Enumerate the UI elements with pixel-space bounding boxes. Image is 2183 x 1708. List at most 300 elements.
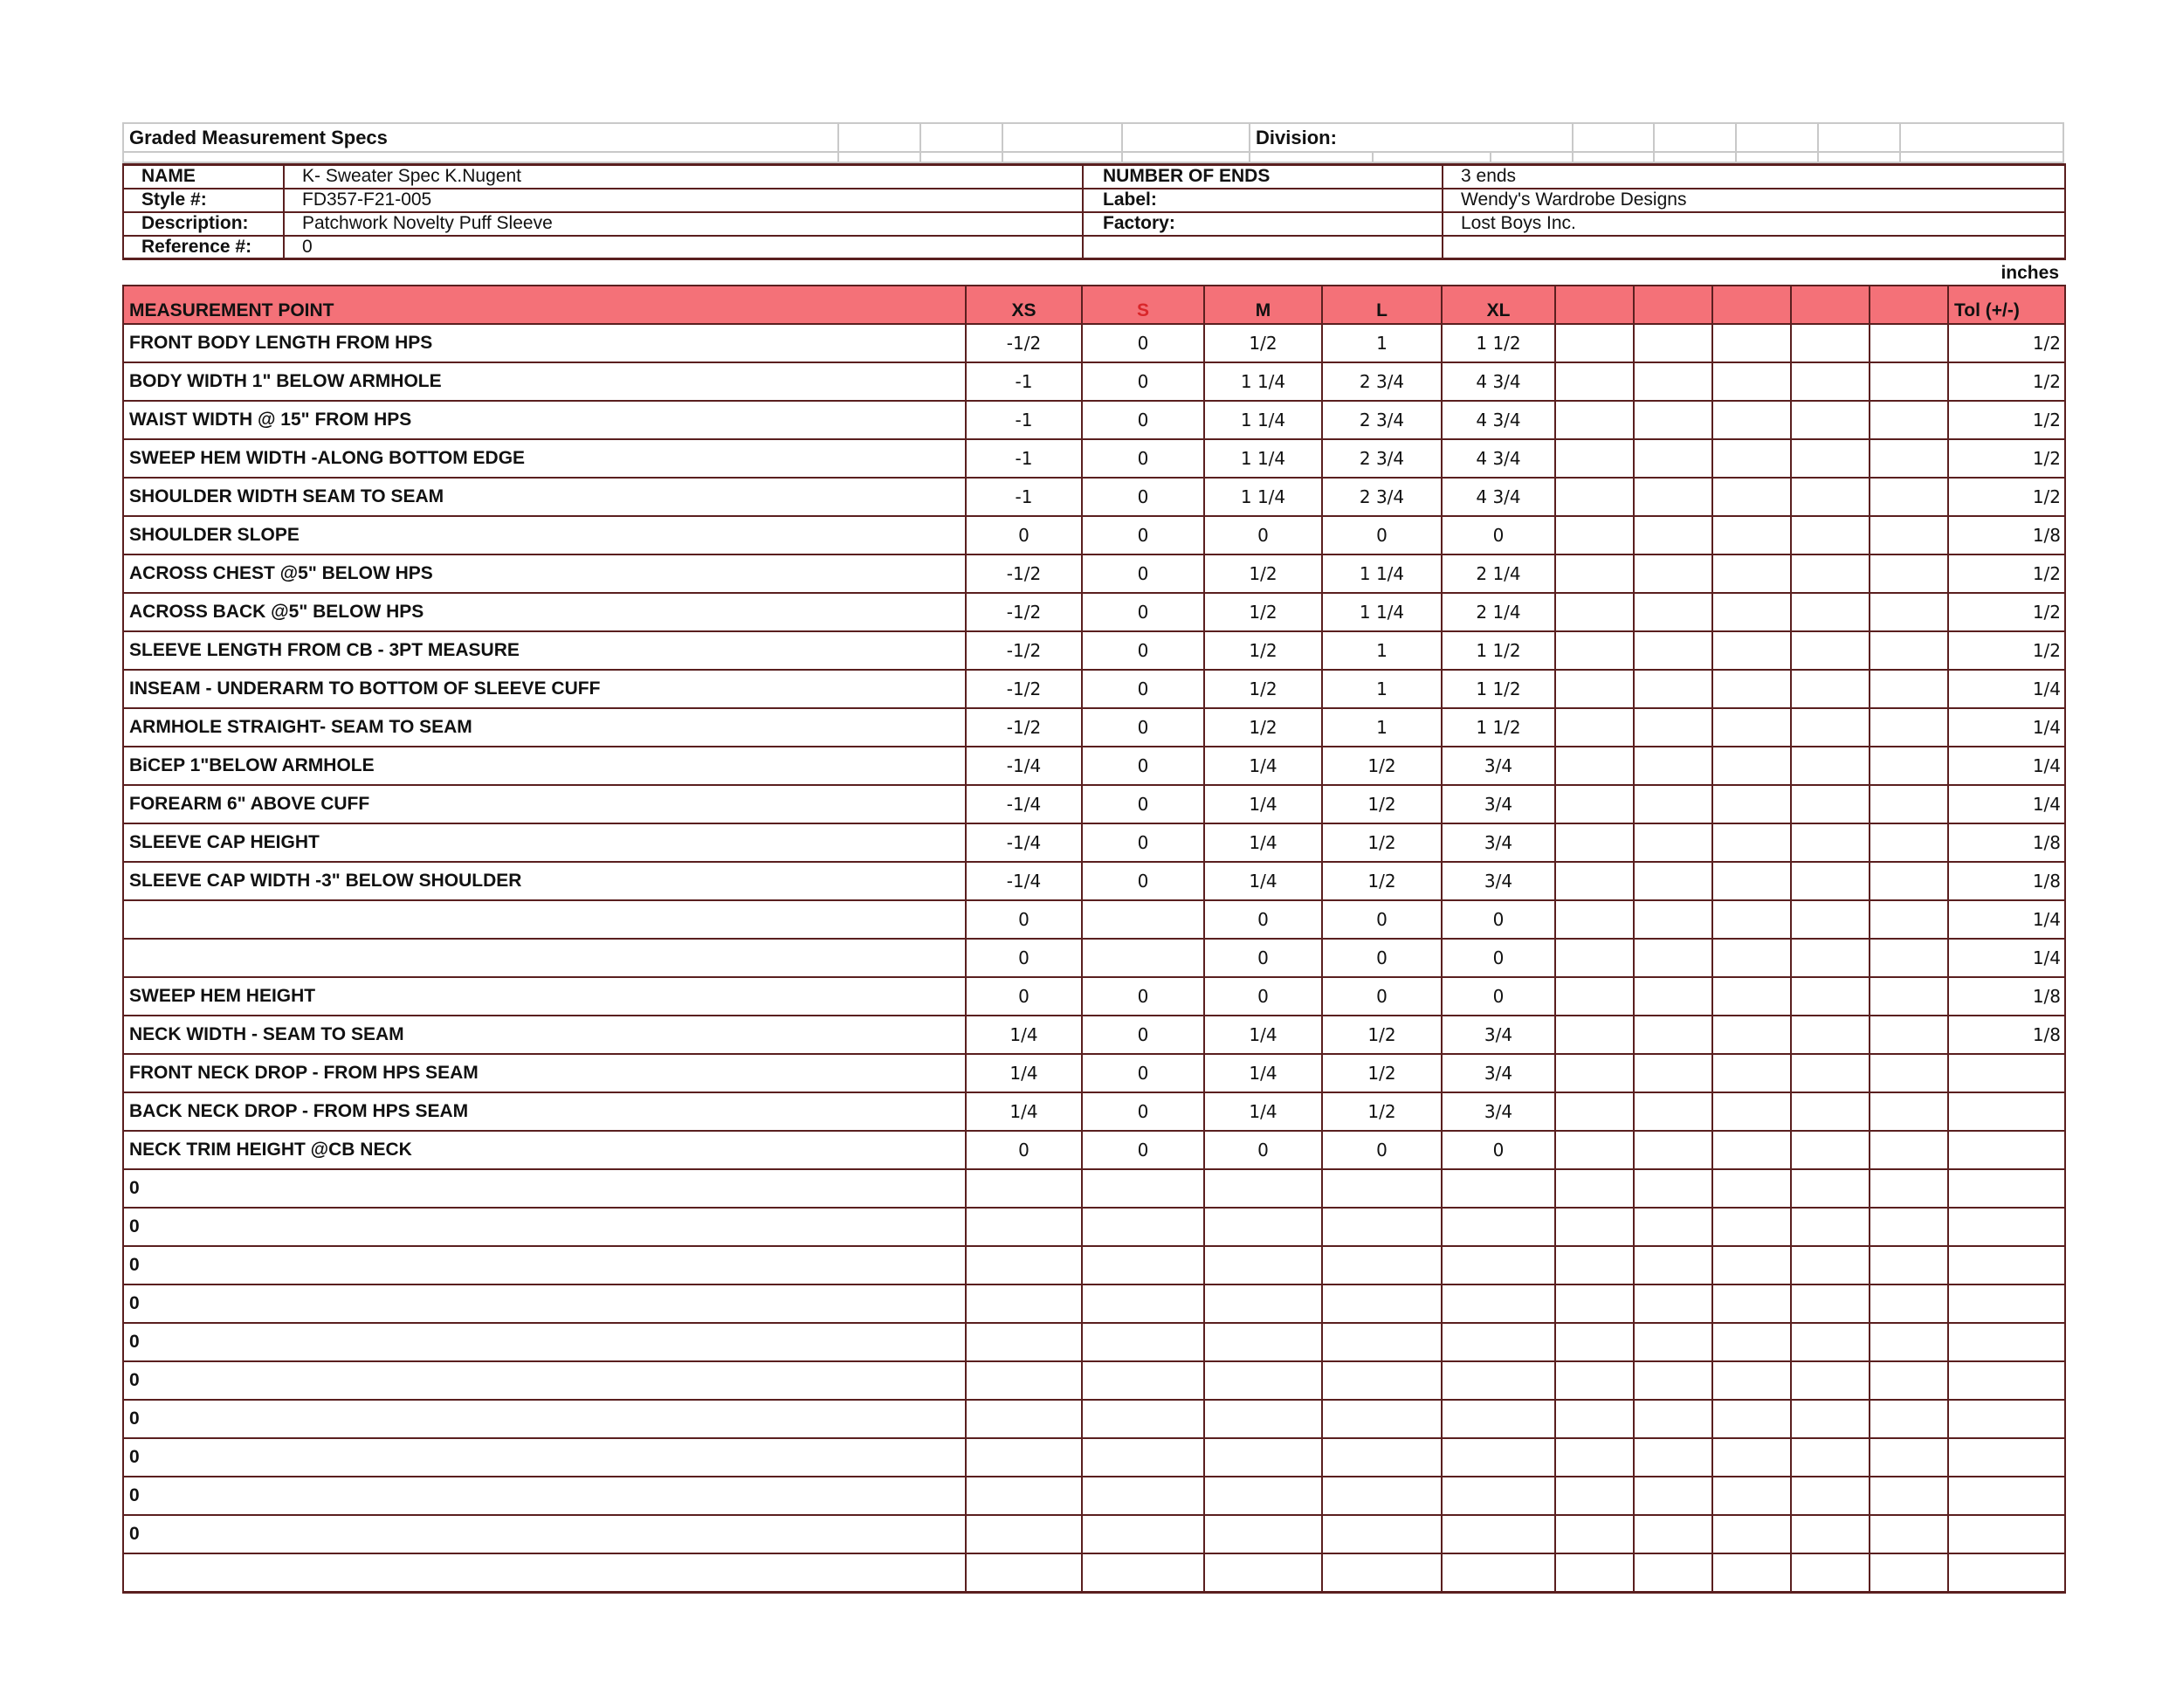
blank-cell <box>1791 1284 1870 1323</box>
xl-cell: 3/4 <box>1442 1054 1555 1092</box>
blank-cell <box>1634 1515 1712 1553</box>
measurement-point-cell: SWEEP HEM HEIGHT <box>123 977 966 1016</box>
table-row <box>123 1400 2065 1438</box>
tolerance-cell: 1/2 <box>1948 324 2065 362</box>
tolerance-cell <box>1948 1477 2065 1515</box>
blank-cell <box>1555 1477 1634 1515</box>
l-cell: 2 3/4 <box>1322 478 1442 516</box>
measurement-point-cell: BACK NECK DROP - FROM HPS SEAM <box>123 1092 966 1131</box>
s-cell: 0 <box>1082 439 1204 478</box>
table-row <box>123 401 2065 439</box>
blank-cell <box>1870 1054 1948 1092</box>
s-cell: 0 <box>1082 1131 1204 1169</box>
blank-cell <box>1870 1400 1948 1438</box>
table-row <box>123 747 2065 785</box>
s-cell <box>1082 1438 1204 1477</box>
m-cell <box>1204 1169 1322 1208</box>
blank-cell <box>1634 516 1712 554</box>
blank-cell <box>1791 593 1870 631</box>
blank-cell <box>1870 1438 1948 1477</box>
s-cell: 0 <box>1082 631 1204 670</box>
blank-cell <box>1555 554 1634 593</box>
blank-cell <box>1555 1361 1634 1400</box>
xl-cell: 2 1/4 <box>1442 593 1555 631</box>
table-row <box>123 1284 2065 1323</box>
xs-cell: -1/4 <box>966 747 1082 785</box>
blank-cell <box>1712 823 1791 862</box>
measurement-point-cell: NECK WIDTH - SEAM TO SEAM <box>123 1016 966 1054</box>
l-cell: 2 3/4 <box>1322 362 1442 401</box>
measurement-point-cell: 0 <box>123 1361 966 1400</box>
measurement-point-cell: FOREARM 6" ABOVE CUFF <box>123 785 966 823</box>
l-cell <box>1322 1246 1442 1284</box>
xs-cell: 0 <box>966 1131 1082 1169</box>
m-cell: 1/4 <box>1204 1016 1322 1054</box>
blank-cell <box>1870 478 1948 516</box>
table-row <box>123 1361 2065 1400</box>
xl-cell <box>1442 1208 1555 1246</box>
l-cell: 1 <box>1322 324 1442 362</box>
m-cell <box>1204 1361 1322 1400</box>
blank-cell <box>1555 708 1634 747</box>
table-row <box>123 324 2065 362</box>
xl-cell <box>1442 1438 1555 1477</box>
label-value: Wendy's Wardrobe Designs <box>1443 189 2065 212</box>
blank-cell <box>1791 631 1870 670</box>
blank-cell <box>1870 1323 1948 1361</box>
blank-cell <box>1870 977 1948 1016</box>
factory-label: Factory: <box>1083 212 1443 236</box>
l-cell: 1 1/4 <box>1322 593 1442 631</box>
l-cell <box>1322 1284 1442 1323</box>
table-row <box>123 439 2065 478</box>
measurement-point-cell: BODY WIDTH 1" BELOW ARMHOLE <box>123 362 966 401</box>
tolerance-cell <box>1948 1131 2065 1169</box>
xs-cell: 0 <box>966 516 1082 554</box>
blank-cell <box>1634 631 1712 670</box>
table-row <box>123 631 2065 670</box>
tolerance-cell: 1/4 <box>1948 670 2065 708</box>
table-row <box>123 478 2065 516</box>
s-cell <box>1082 939 1204 977</box>
blank-cell <box>1712 977 1791 1016</box>
measurement-point-cell: 0 <box>123 1400 966 1438</box>
blank-cell <box>1791 554 1870 593</box>
blank-cell <box>1555 823 1634 862</box>
blank-cell <box>1712 1054 1791 1092</box>
s-cell <box>1082 1400 1204 1438</box>
blank-cell <box>1870 900 1948 939</box>
blank-cell <box>1791 439 1870 478</box>
measurement-point-cell: FRONT NECK DROP - FROM HPS SEAM <box>123 1054 966 1092</box>
l-cell <box>1322 1553 1442 1592</box>
s-cell: 0 <box>1082 478 1204 516</box>
tolerance-cell <box>1948 1246 2065 1284</box>
blank-cell <box>1791 1054 1870 1092</box>
blank-cell <box>1634 1400 1712 1438</box>
m-cell: 1/2 <box>1204 670 1322 708</box>
l-cell <box>1322 1169 1442 1208</box>
blank-cell <box>1555 1131 1634 1169</box>
blank-cell <box>1712 939 1791 977</box>
xs-cell: -1/2 <box>966 593 1082 631</box>
blank-cell <box>1555 1284 1634 1323</box>
xl-cell: 4 3/4 <box>1442 362 1555 401</box>
xl-cell: 0 <box>1442 977 1555 1016</box>
table-row <box>123 823 2065 862</box>
blank-cell <box>1634 324 1712 362</box>
blank-cell <box>1712 362 1791 401</box>
m-cell: 0 <box>1204 939 1322 977</box>
tolerance-cell: 1/8 <box>1948 1016 2065 1054</box>
l-cell: 1/2 <box>1322 747 1442 785</box>
xl-cell: 4 3/4 <box>1442 439 1555 478</box>
tolerance-cell: 1/4 <box>1948 785 2065 823</box>
blank-cell <box>1791 1477 1870 1515</box>
blank-cell <box>1791 862 1870 900</box>
xl-cell <box>1442 1169 1555 1208</box>
l-cell <box>1322 1323 1442 1361</box>
tolerance-cell <box>1948 1400 2065 1438</box>
blank-cell <box>1791 823 1870 862</box>
tolerance-cell: 1/4 <box>1948 708 2065 747</box>
m-cell: 1 1/4 <box>1204 401 1322 439</box>
l-cell: 0 <box>1322 939 1442 977</box>
m-cell <box>1204 1284 1322 1323</box>
xl-cell: 3/4 <box>1442 1016 1555 1054</box>
measurement-point-cell: ARMHOLE STRAIGHT- SEAM TO SEAM <box>123 708 966 747</box>
s-cell <box>1082 1246 1204 1284</box>
blank-cell <box>1634 554 1712 593</box>
blank-cell <box>1555 670 1634 708</box>
l-cell: 1 1/4 <box>1322 554 1442 593</box>
xs-cell: -1 <box>966 478 1082 516</box>
measurement-point-cell: SWEEP HEM WIDTH -ALONG BOTTOM EDGE <box>123 439 966 478</box>
xs-cell: 0 <box>966 977 1082 1016</box>
xs-cell <box>966 1246 1082 1284</box>
factory-value: Lost Boys Inc. <box>1443 212 2065 236</box>
col-header-s: S <box>1082 286 1204 324</box>
xs-cell: 0 <box>966 900 1082 939</box>
blank-cell <box>1791 900 1870 939</box>
blank-cell <box>1555 900 1634 939</box>
tolerance-cell <box>1948 1438 2065 1477</box>
blank-cell <box>1634 977 1712 1016</box>
table-row <box>123 1323 2065 1361</box>
blank-cell <box>1555 785 1634 823</box>
m-cell: 1/4 <box>1204 862 1322 900</box>
blank-cell <box>1870 1131 1948 1169</box>
tolerance-cell <box>1948 1169 2065 1208</box>
xs-cell: -1/2 <box>966 670 1082 708</box>
blank-cell <box>1712 1400 1791 1438</box>
blank-cell <box>1712 1361 1791 1400</box>
blank-cell <box>1870 1208 1948 1246</box>
m-cell: 1/4 <box>1204 785 1322 823</box>
table-row <box>123 1208 2065 1246</box>
blank-cell <box>1791 516 1870 554</box>
blank-cell <box>1634 401 1712 439</box>
l-cell: 1/2 <box>1322 1054 1442 1092</box>
l-cell: 1/2 <box>1322 1016 1442 1054</box>
xl-cell: 1 1/2 <box>1442 631 1555 670</box>
s-cell <box>1082 900 1204 939</box>
blank-cell <box>1634 1208 1712 1246</box>
xl-cell: 2 1/4 <box>1442 554 1555 593</box>
xl-cell <box>1442 1284 1555 1323</box>
blank-cell <box>1555 1246 1634 1284</box>
tolerance-cell <box>1948 1054 2065 1092</box>
m-cell: 1/2 <box>1204 593 1322 631</box>
title-table <box>122 122 2064 163</box>
blank-cell <box>1555 1323 1634 1361</box>
blank-cell <box>1555 1515 1634 1553</box>
m-cell: 0 <box>1204 1131 1322 1169</box>
blank-cell <box>1712 1438 1791 1477</box>
measurement-point-cell: SLEEVE CAP WIDTH -3" BELOW SHOULDER <box>123 862 966 900</box>
blank-cell <box>1634 439 1712 478</box>
measurement-point-cell: 0 <box>123 1246 966 1284</box>
blank-cell <box>1634 747 1712 785</box>
s-cell <box>1082 1477 1204 1515</box>
l-cell: 2 3/4 <box>1322 401 1442 439</box>
xs-cell: -1/2 <box>966 324 1082 362</box>
table-row <box>123 1515 2065 1553</box>
blank-cell <box>1791 939 1870 977</box>
s-cell: 0 <box>1082 708 1204 747</box>
s-cell: 0 <box>1082 401 1204 439</box>
info-table <box>122 163 2066 260</box>
xl-cell: 1 1/2 <box>1442 708 1555 747</box>
blank-cell <box>1712 324 1791 362</box>
name-value: K- Sweater Spec K.Nugent <box>284 165 1083 189</box>
measurement-point-cell: 0 <box>123 1477 966 1515</box>
table-row <box>123 1438 2065 1477</box>
tolerance-cell <box>1948 1323 2065 1361</box>
tolerance-cell <box>1948 1361 2065 1400</box>
xs-cell: 1/4 <box>966 1016 1082 1054</box>
xs-cell <box>966 1515 1082 1553</box>
col-header-l: L <box>1322 286 1442 324</box>
blank-cell <box>1555 747 1634 785</box>
xs-cell <box>966 1438 1082 1477</box>
tolerance-cell: 1/4 <box>1948 747 2065 785</box>
blank-cell <box>1870 747 1948 785</box>
s-cell: 0 <box>1082 593 1204 631</box>
blank-cell <box>1555 1092 1634 1131</box>
xl-cell: 4 3/4 <box>1442 401 1555 439</box>
blank-cell <box>1791 1169 1870 1208</box>
s-cell: 0 <box>1082 670 1204 708</box>
blank-cell <box>1870 554 1948 593</box>
measurement-point-cell: SLEEVE CAP HEIGHT <box>123 823 966 862</box>
description-value: Patchwork Novelty Puff Sleeve <box>284 212 1083 236</box>
measurement-point-cell: ACROSS BACK @5" BELOW HPS <box>123 593 966 631</box>
blank-cell <box>1712 631 1791 670</box>
xl-cell: 0 <box>1442 516 1555 554</box>
blank-cell <box>1712 785 1791 823</box>
measurement-point-cell: 0 <box>123 1169 966 1208</box>
table-row <box>123 1553 2065 1592</box>
blank-cell <box>1555 362 1634 401</box>
measurement-point-cell <box>123 900 966 939</box>
measurement-point-cell: 0 <box>123 1323 966 1361</box>
l-cell <box>1322 1477 1442 1515</box>
s-cell: 0 <box>1082 1016 1204 1054</box>
l-cell: 0 <box>1322 1131 1442 1169</box>
blank-cell <box>1712 1323 1791 1361</box>
xl-cell <box>1442 1553 1555 1592</box>
s-cell: 0 <box>1082 1092 1204 1131</box>
m-cell: 1/2 <box>1204 631 1322 670</box>
blank-cell <box>1870 823 1948 862</box>
blank-cell <box>1555 439 1634 478</box>
spec-sheet <box>122 122 2064 1594</box>
name-label: NAME <box>123 165 284 189</box>
xs-cell: -1/2 <box>966 708 1082 747</box>
blank-cell <box>1870 324 1948 362</box>
l-cell: 1 <box>1322 708 1442 747</box>
xs-cell: 0 <box>966 939 1082 977</box>
l-cell <box>1322 1438 1442 1477</box>
xs-cell <box>966 1477 1082 1515</box>
blank-cell <box>1712 1284 1791 1323</box>
page-title: Graded Measurement Specs <box>123 123 838 152</box>
blank-cell <box>1870 1092 1948 1131</box>
xs-cell: -1 <box>966 362 1082 401</box>
m-cell: 1/4 <box>1204 747 1322 785</box>
table-row <box>123 1054 2065 1092</box>
xl-cell: 0 <box>1442 1131 1555 1169</box>
blank-cell <box>1712 516 1791 554</box>
xs-cell: -1/2 <box>966 631 1082 670</box>
blank-cell <box>1555 1438 1634 1477</box>
s-cell <box>1082 1208 1204 1246</box>
measurement-point-cell: 0 <box>123 1208 966 1246</box>
tolerance-cell: 1/2 <box>1948 631 2065 670</box>
m-cell: 1 1/4 <box>1204 362 1322 401</box>
m-cell: 1/4 <box>1204 1092 1322 1131</box>
blank-cell <box>1791 1208 1870 1246</box>
blank-cell <box>1634 593 1712 631</box>
table-row <box>123 362 2065 401</box>
blank-cell <box>1870 862 1948 900</box>
s-cell: 0 <box>1082 362 1204 401</box>
ends-value: 3 ends <box>1443 165 2065 189</box>
blank-cell <box>1791 1016 1870 1054</box>
tolerance-cell: 1/8 <box>1948 862 2065 900</box>
xl-cell: 3/4 <box>1442 823 1555 862</box>
table-row <box>123 554 2065 593</box>
tolerance-cell: 1/2 <box>1948 554 2065 593</box>
label-label: Label: <box>1083 189 1443 212</box>
m-cell: 0 <box>1204 516 1322 554</box>
measurement-point-cell: ACROSS CHEST @5" BELOW HPS <box>123 554 966 593</box>
tolerance-cell: 1/4 <box>1948 939 2065 977</box>
description-label: Description: <box>123 212 284 236</box>
blank-cell <box>1634 823 1712 862</box>
blank-cell <box>1870 401 1948 439</box>
blank-cell <box>1870 439 1948 478</box>
s-cell: 0 <box>1082 785 1204 823</box>
blank-cell <box>1870 362 1948 401</box>
table-row <box>123 1131 2065 1169</box>
blank-cell <box>1634 1477 1712 1515</box>
blank-cell <box>1555 977 1634 1016</box>
col-header-xl: XL <box>1442 286 1555 324</box>
col-header-xs: XS <box>966 286 1082 324</box>
xs-cell: -1/4 <box>966 862 1082 900</box>
xl-cell: 3/4 <box>1442 1092 1555 1131</box>
measurement-table <box>122 285 2066 1594</box>
blank-cell <box>1870 785 1948 823</box>
s-cell <box>1082 1515 1204 1553</box>
xl-cell: 3/4 <box>1442 862 1555 900</box>
blank-cell <box>1555 324 1634 362</box>
l-cell <box>1322 1361 1442 1400</box>
reference-value: 0 <box>284 236 1083 259</box>
s-cell <box>1082 1361 1204 1400</box>
blank-cell <box>1712 708 1791 747</box>
xl-cell: 3/4 <box>1442 747 1555 785</box>
xs-cell <box>966 1169 1082 1208</box>
blank-cell <box>1634 1553 1712 1592</box>
l-cell: 1/2 <box>1322 823 1442 862</box>
style-label: Style #: <box>123 189 284 212</box>
xs-cell <box>966 1284 1082 1323</box>
m-cell: 1 1/4 <box>1204 439 1322 478</box>
table-row <box>123 939 2065 977</box>
blank-cell <box>1634 1361 1712 1400</box>
tolerance-cell: 1/2 <box>1948 362 2065 401</box>
m-cell <box>1204 1323 1322 1361</box>
blank-cell <box>1555 1016 1634 1054</box>
blank-cell <box>1555 1169 1634 1208</box>
measurement-point-cell: 0 <box>123 1515 966 1553</box>
blank-cell <box>1870 516 1948 554</box>
tolerance-cell: 1/2 <box>1948 478 2065 516</box>
table-row <box>123 1016 2065 1054</box>
table-row <box>123 1477 2065 1515</box>
blank-cell <box>1791 1515 1870 1553</box>
l-cell: 1/2 <box>1322 1092 1442 1131</box>
tolerance-cell: 1/2 <box>1948 439 2065 478</box>
m-cell <box>1204 1515 1322 1553</box>
blank-cell <box>1712 900 1791 939</box>
measurement-point-cell: FRONT BODY LENGTH FROM HPS <box>123 324 966 362</box>
blank-cell <box>1555 1400 1634 1438</box>
table-row <box>123 900 2065 939</box>
xl-cell: 1 1/2 <box>1442 670 1555 708</box>
table-row <box>123 516 2065 554</box>
m-cell <box>1204 1208 1322 1246</box>
blank-cell <box>1712 401 1791 439</box>
tolerance-cell: 1/8 <box>1948 977 2065 1016</box>
blank-cell <box>1634 900 1712 939</box>
s-cell: 0 <box>1082 977 1204 1016</box>
l-cell: 1 <box>1322 670 1442 708</box>
blank-cell <box>1791 1553 1870 1592</box>
table-row <box>123 977 2065 1016</box>
blank-cell <box>1634 708 1712 747</box>
xl-cell: 1 1/2 <box>1442 324 1555 362</box>
measurement-point-cell <box>123 1553 966 1592</box>
blank-cell <box>1634 1092 1712 1131</box>
blank-cell <box>1712 862 1791 900</box>
m-cell <box>1204 1438 1322 1477</box>
blank-cell <box>1712 1553 1791 1592</box>
tolerance-cell <box>1948 1515 2065 1553</box>
